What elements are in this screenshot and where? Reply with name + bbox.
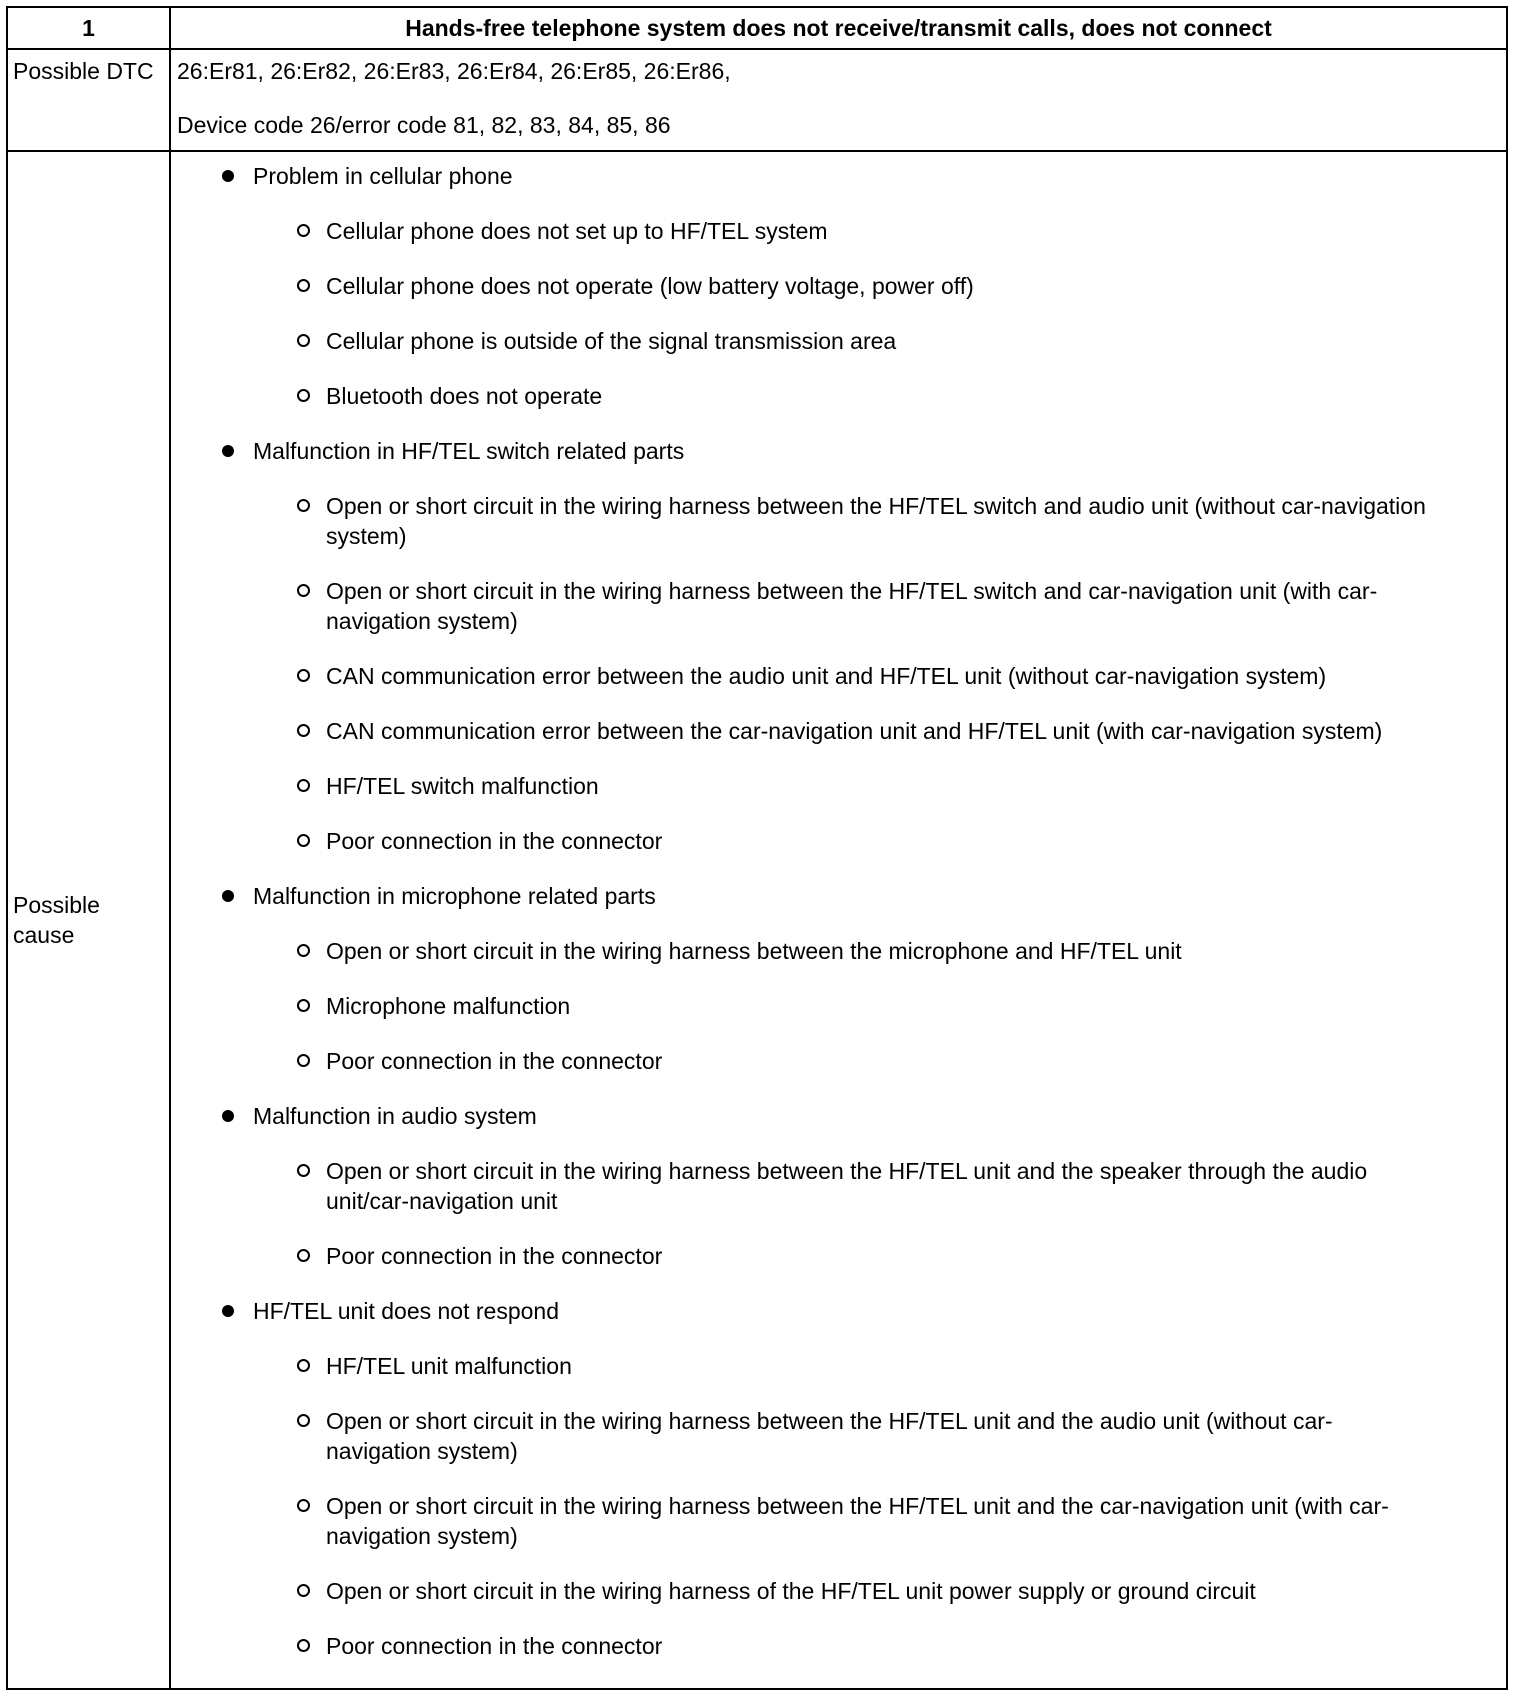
circle-bullet-icon xyxy=(297,389,310,402)
cause-label-line2: cause xyxy=(13,922,75,948)
cause-group-heading xyxy=(171,161,1446,191)
cause-group-heading xyxy=(171,881,1446,911)
circle-bullet-icon xyxy=(297,1054,310,1067)
circle-bullet-icon xyxy=(297,1164,310,1177)
cause-item-text: CAN communication error between the car-navigation unit and HF/TEL unit (with car-navigation system) xyxy=(326,718,1383,744)
cause-item-text: Poor connection in the connector xyxy=(326,1048,663,1074)
cause-item-text: Poor connection in the connector xyxy=(326,1633,663,1659)
circle-bullet-icon xyxy=(297,944,310,957)
cause-group-title: HF/TEL unit does not respond xyxy=(253,1298,559,1324)
cause-item-text: CAN communication error between the audio unit and HF/TEL unit (without car-navigation system) xyxy=(326,663,1327,689)
bullet-dot-icon xyxy=(222,890,234,902)
cause-group xyxy=(171,1101,1446,1271)
circle-bullet-icon xyxy=(297,499,310,512)
bullet-dot-icon xyxy=(222,1110,234,1122)
cause-item-text: Cellular phone does not operate (low battery voltage, power off) xyxy=(326,273,974,299)
circle-bullet-icon xyxy=(297,1584,310,1597)
cause-group-title: Malfunction in HF/TEL switch related parts xyxy=(253,438,685,464)
cause-item xyxy=(171,826,1446,856)
circle-bullet-icon xyxy=(297,724,310,737)
cause-group xyxy=(171,161,1446,411)
cause-item-text: Open or short circuit in the wiring harness between the HF/TEL unit and the audio unit (without car-navigation system) xyxy=(326,1408,1333,1464)
cause-item-text: Cellular phone does not set up to HF/TEL system xyxy=(326,218,828,244)
dtc-row xyxy=(7,49,1507,151)
cause-group-heading xyxy=(171,436,1446,466)
circle-bullet-icon xyxy=(297,1639,310,1652)
cause-item-text: Cellular phone is outside of the signal transmission area xyxy=(326,328,897,354)
cause-list xyxy=(170,151,1507,1689)
bullet-dot-icon xyxy=(222,170,234,182)
cause-item xyxy=(171,1351,1446,1381)
cause-item xyxy=(171,326,1446,356)
cause-row xyxy=(7,151,1507,1689)
device-error-codes: Device code 26/error code 81, 82, 83, 84, 85, 86 xyxy=(177,112,671,138)
circle-bullet-icon xyxy=(297,1359,310,1372)
cause-item-text: Poor connection in the connector xyxy=(326,828,663,854)
cause-item-text: Open or short circuit in the wiring harness between the HF/TEL unit and the car-navigation unit (with car-navigation system) xyxy=(326,1493,1389,1549)
dtc-content xyxy=(170,49,1507,151)
cause-group-title: Malfunction in microphone related parts xyxy=(253,883,656,909)
circle-bullet-icon xyxy=(297,334,310,347)
cause-item xyxy=(171,771,1446,801)
cause-group-heading xyxy=(171,1296,1446,1326)
cause-group xyxy=(171,436,1446,856)
cause-item xyxy=(171,991,1446,1021)
cause-item-text: Open or short circuit in the wiring harness between the HF/TEL switch and car-navigation unit (with car-navigation system) xyxy=(326,578,1378,634)
cause-item xyxy=(171,1631,1446,1661)
diagnosis-table xyxy=(6,6,1508,1690)
cause-item xyxy=(171,271,1446,301)
circle-bullet-icon xyxy=(297,834,310,847)
cause-group-title: Problem in cellular phone xyxy=(253,163,513,189)
cause-item-text: HF/TEL switch malfunction xyxy=(326,773,599,799)
circle-bullet-icon xyxy=(297,224,310,237)
circle-bullet-icon xyxy=(297,1249,310,1262)
cause-item-text: Open or short circuit in the wiring harness of the HF/TEL unit power supply or ground circuit xyxy=(326,1578,1256,1604)
cause-item xyxy=(171,716,1446,746)
bullet-dot-icon xyxy=(222,445,234,457)
cause-item xyxy=(171,661,1446,691)
circle-bullet-icon xyxy=(297,1414,310,1427)
case-number: 1 xyxy=(7,7,170,49)
cause-group xyxy=(171,881,1446,1076)
circle-bullet-icon xyxy=(297,584,310,597)
cause-item-text: HF/TEL unit malfunction xyxy=(326,1353,572,1379)
cause-item-text: Open or short circuit in the wiring harness between the microphone and HF/TEL unit xyxy=(326,938,1182,964)
circle-bullet-icon xyxy=(297,779,310,792)
cause-item xyxy=(171,936,1446,966)
cause-group-title: Malfunction in audio system xyxy=(253,1103,537,1129)
cause-item-text: Poor connection in the connector xyxy=(326,1243,663,1269)
cause-item-text: Microphone malfunction xyxy=(326,993,571,1019)
circle-bullet-icon xyxy=(297,669,310,682)
symptom-title: Hands-free telephone system does not receive/transmit calls, does not connect xyxy=(170,7,1507,49)
cause-item xyxy=(171,1046,1446,1076)
cause-item xyxy=(171,1576,1446,1606)
dtc-label: Possible DTC xyxy=(7,49,170,151)
cause-group-heading xyxy=(171,1101,1446,1131)
cause-item xyxy=(171,1156,1446,1216)
cause-item xyxy=(171,1406,1446,1466)
cause-item xyxy=(171,1241,1446,1271)
header-row xyxy=(7,7,1507,49)
cause-item xyxy=(171,576,1446,636)
cause-group xyxy=(171,1296,1446,1661)
cause-item xyxy=(171,1491,1446,1551)
bullet-dot-icon xyxy=(222,1305,234,1317)
circle-bullet-icon xyxy=(297,1499,310,1512)
circle-bullet-icon xyxy=(297,279,310,292)
cause-item-text: Open or short circuit in the wiring harness between the HF/TEL switch and audio unit (without car-navigation system) xyxy=(326,493,1426,549)
cause-item xyxy=(171,381,1446,411)
cause-item xyxy=(171,216,1446,246)
cause-item-text: Open or short circuit in the wiring harness between the HF/TEL unit and the speaker through the audio unit/car-navigation unit xyxy=(326,1158,1368,1214)
cause-label-line1: Possible xyxy=(13,892,100,918)
dtc-codes: 26:Er81, 26:Er82, 26:Er83, 26:Er84, 26:Er85, 26:Er86, xyxy=(177,58,731,84)
cause-item-text: Bluetooth does not operate xyxy=(326,383,603,409)
circle-bullet-icon xyxy=(297,999,310,1012)
cause-item xyxy=(171,491,1446,551)
cause-label xyxy=(7,151,170,1689)
